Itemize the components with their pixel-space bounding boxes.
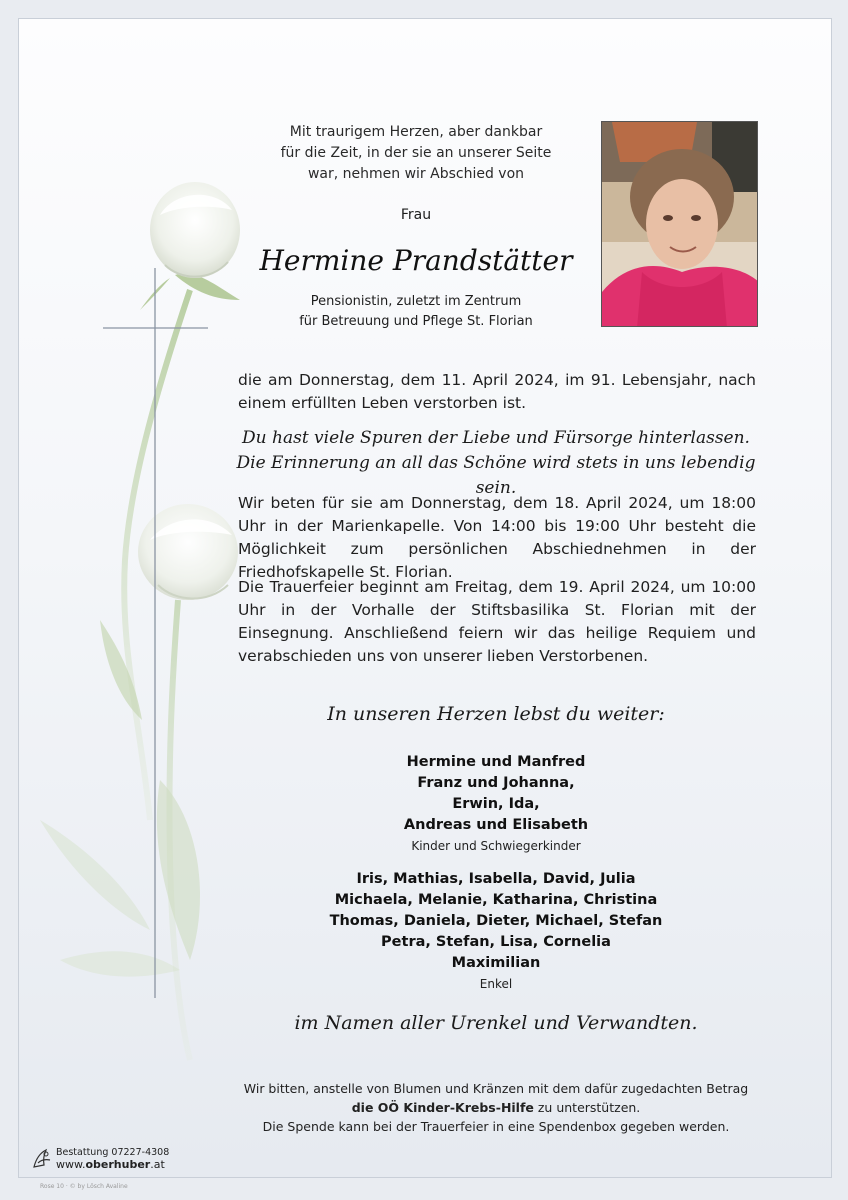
funeral-home-logo-icon [32, 1147, 52, 1169]
family-name-line: Franz und Johanna, [417, 775, 575, 791]
family-name-line: Andreas und Elisabeth [403, 817, 589, 833]
website-link[interactable] [56, 1159, 169, 1171]
family-name-line: Michaela, Melanie, Katharina, Christina [334, 892, 658, 908]
donation-line: Die Spende kann bei der Trauerfeier in eine Spendenbox gegeben werden. [262, 1119, 730, 1134]
intro-line: Mit traurigem Herzen, aber dankbar [289, 124, 543, 140]
children-block [236, 752, 756, 856]
grandchildren-block [236, 869, 756, 994]
charity-name: die OÖ Kinder-Krebs-Hilfe [351, 1100, 534, 1115]
donation-line: Wir bitten, anstelle von Blumen und Kränzen mit dem dafür zugedachten Betrag [243, 1081, 749, 1096]
occupation-line: Pensionistin, zuletzt im Zentrum [310, 294, 522, 309]
intro-line: war, nehmen wir Abschied von [307, 166, 525, 182]
grandchildren-label: Enkel [479, 977, 513, 991]
occupation [236, 292, 596, 332]
quote-line: Du hast viele Spuren der Liebe und Fürsorge hinterlassen. [242, 428, 750, 448]
fine-print: Rose 10 · © by Lösch Avaline [40, 1183, 128, 1190]
family-name-line: Maximilian [451, 955, 541, 971]
family-name-line: Thomas, Daniela, Dieter, Michael, Stefan [329, 913, 663, 929]
death-notice: die am Donnerstag, dem 11. April 2024, im 91. Lebensjahr, nach einem erfüllten Leben verstorben ist. [238, 371, 756, 412]
hearts-line: In unseren Herzen lebst du weiter: [327, 703, 665, 725]
web-prefix: www. [56, 1158, 86, 1171]
family-name-line: Erwin, Ida, [452, 796, 540, 812]
intro-text [236, 122, 596, 185]
family-name-line: Iris, Mathias, Isabella, David, Julia [356, 871, 636, 887]
portrait-photo [601, 121, 758, 327]
portrait-illustration [602, 122, 758, 327]
salutation: Frau [400, 207, 432, 223]
quote-line: Die Erinnerung an all das Schöne wird stets in uns lebendig sein. [236, 453, 756, 498]
donation-note [236, 1079, 756, 1136]
donation-line-rest: zu unterstützen. [533, 1100, 641, 1115]
phone-number: 07227-4308 [111, 1147, 170, 1158]
web-suffix: .at [150, 1158, 165, 1171]
deceased-name: Hermine Prandstätter [259, 244, 573, 277]
closing-line: im Namen aller Urenkel und Verwandten. [294, 1012, 698, 1034]
funeral-info: Die Trauerfeier beginnt am Freitag, dem 19. April 2024, um 10:00 Uhr in der Vorhalle der Stiftsbasilika St. Florian mit der Einsegnung. Anschließend feiern wir das heilige Requiem und verabschieden uns von unserer lieben Verstorbenen. [238, 578, 756, 665]
family-name-line: Hermine und Manfred [406, 754, 586, 770]
family-name-line: Petra, Stefan, Lisa, Cornelia [381, 934, 611, 950]
company-name: Bestattung [56, 1147, 109, 1158]
prayer-info: Wir beten für sie am Donnerstag, dem 18. April 2024, um 18:00 Uhr in der Marienkapelle. Von 14:00 bis 19:00 Uhr besteht die Möglichkeit zum persönlichen Abschiednehmen in der Friedhofskapelle St. Florian. [238, 494, 756, 581]
intro-line: für die Zeit, in der sie an unserer Seite [280, 145, 552, 161]
children-label: Kinder und Schwiegerkinder [411, 839, 581, 853]
donation-line [236, 1098, 756, 1117]
memorial-quote [236, 426, 756, 501]
occupation-line: für Betreuung und Pflege St. Florian [299, 314, 533, 329]
web-domain: oberhuber [85, 1158, 151, 1171]
funeral-home-footer [32, 1147, 169, 1171]
